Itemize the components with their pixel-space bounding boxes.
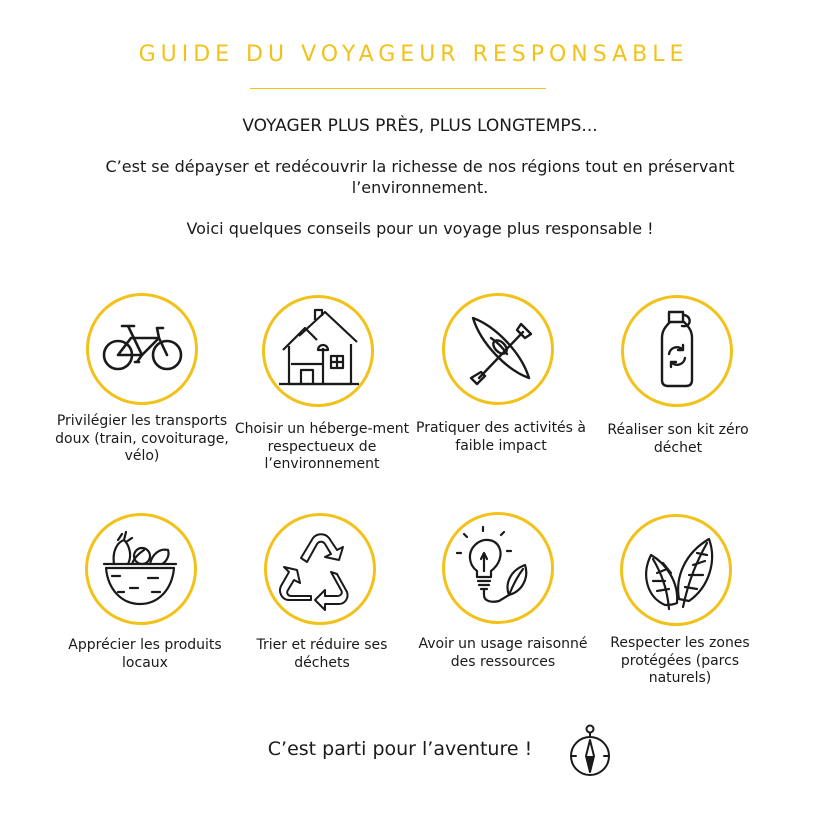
lightbulb-leaf-icon — [445, 515, 551, 621]
footer-text: C’est parti pour l’aventure ! — [267, 738, 533, 760]
kayak-icon — [445, 296, 551, 402]
reusable-bottle-icon — [624, 298, 730, 404]
tip-label: Pratiquer des activités à faible impact — [416, 420, 586, 454]
tip-label: Trier et réduire ses déchets — [256, 637, 388, 671]
house-icon — [265, 298, 371, 404]
leaves-icon — [623, 517, 729, 623]
recycle-icon — [267, 516, 373, 622]
tip-label: Apprécier les produits locaux — [68, 637, 222, 671]
compass-icon — [566, 724, 614, 780]
bicycle-icon — [89, 296, 195, 402]
tip-label: Réaliser son kit zéro déchet — [607, 422, 749, 456]
advice-intro: Voici quelques conseils pour un voyage plus responsable ! — [186, 219, 654, 238]
page-title: GUIDE DU VOYAGEUR RESPONSABLE — [138, 42, 689, 67]
tip-label: Choisir un héberge-ment respectueux de l’environnement — [234, 421, 410, 472]
intro-text: C’est se dépayser et redécouvrir la richesse de nos régions tout en préservant l’environnement. — [105, 157, 735, 197]
tip-label: Privilégier les transports doux (train, covoiturage, vélo) — [55, 413, 229, 464]
tip-label: Respecter les zones protégées (parcs naturels) — [610, 635, 750, 686]
subtitle: VOYAGER PLUS PRÈS, PLUS LONGTEMPS... — [242, 116, 598, 136]
tip-label: Avoir un usage raisonné des ressources — [418, 636, 588, 670]
vegetable-basket-icon — [88, 516, 194, 622]
title-divider — [250, 88, 546, 89]
